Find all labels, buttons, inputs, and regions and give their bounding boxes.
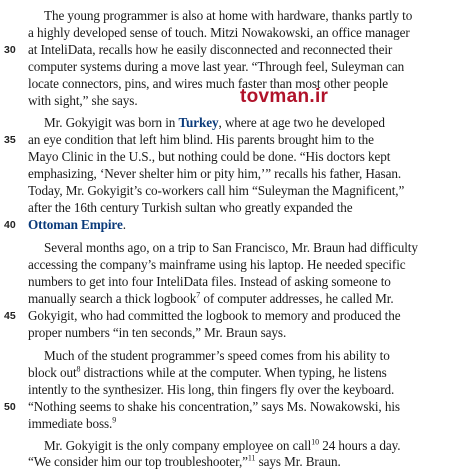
highlight-ottoman-empire: Ottoman Empire: [28, 217, 123, 232]
text-segment: distractions while at the computer. When typing, he listens: [80, 365, 387, 380]
paragraph-1-line-6: with sight,” she says.: [28, 93, 138, 108]
text-segment: says Mr. Braun.: [255, 454, 341, 469]
watermark-text: tovman.ir: [240, 86, 329, 107]
text-segment: immediate boss.: [28, 416, 113, 431]
line-number-30: 30: [4, 44, 16, 56]
text-segment: “We consider him our top troubleshooter,”: [28, 454, 248, 469]
paragraph-2-line-4: emphasizing, ‘Never shelter him or pity him,’” recalls his father, Hasan.: [28, 166, 402, 181]
text-segment: Mr. Gokyigit is the only company employee on call: [44, 438, 312, 453]
paragraph-4-line-2: [28, 365, 444, 381]
text-segment: block out: [28, 365, 77, 380]
footnote-marker-7: 7: [196, 290, 201, 300]
paragraph-2-line-1: [44, 115, 444, 131]
paragraph-3-line-1: Several months ago, on a trip to San Francisco, Mr. Braun had difficulty: [44, 240, 418, 255]
text-segment: 24 hours a day.: [319, 438, 401, 453]
paragraph-3-line-6: proper numbers “in ten seconds,” Mr. Braun says.: [28, 325, 287, 340]
footnote-marker-11: 11: [247, 453, 256, 463]
text-segment: of computer addresses, he called Mr.: [200, 291, 394, 306]
paragraph-4-line-3: intently to the synthesizer. His long, thin fingers fly over the keyboard.: [28, 382, 395, 397]
paragraph-1-line-1: The young programmer is also at home with hardware, thanks partly to: [44, 8, 413, 23]
footnote-marker-8: 8: [76, 364, 81, 374]
text-segment: .: [122, 217, 126, 232]
footnote-marker-10: 10: [311, 437, 320, 447]
footnote-marker-9: 9: [112, 415, 117, 425]
paragraph-3-line-2: accessing the company’s mainframe using his laptop. He needed specific: [28, 257, 406, 272]
text-segment: manually search a thick logbook: [28, 291, 197, 306]
paragraph-1-line-3: at InteliData, recalls how he easily disconnected and reconnected their: [28, 42, 393, 57]
paragraph-2-line-7: [28, 217, 444, 233]
paragraph-2-line-5: Today, Mr. Gokyigit’s co-workers call him “Suleyman the Magnificent,”: [28, 183, 405, 198]
paragraph-1-line-2: a highly developed sense of touch. Mitzi Nowakowski, an office manager: [28, 25, 410, 40]
highlight-turkey: Turkey: [178, 115, 219, 130]
paragraph-3-line-5: Gokyigit, who had committed the logbook to memory and produced the: [28, 308, 401, 323]
line-number-45: 45: [4, 310, 16, 322]
paragraph-2-line-3: Mayo Clinic in the U.S., but nothing could be done. “His doctors kept: [28, 149, 391, 164]
paragraph-2-line-2: an eye condition that left him blind. His parents brought him to the: [28, 132, 374, 147]
text-segment: Mr. Gokyigit was born in: [44, 115, 179, 130]
paragraph-3-line-4: [28, 291, 444, 307]
paragraph-5-line-1: [44, 438, 444, 454]
text-segment: , where at age two he developed: [218, 115, 385, 130]
paragraph-4-line-5: [28, 416, 444, 432]
paragraph-1-line-4: computer systems during a move last year. “Through feel, Suleyman can: [28, 59, 405, 74]
line-number-40: 40: [4, 219, 16, 231]
paragraph-3-line-3: numbers to get into four InteliData files. Instead of asking someone to: [28, 274, 391, 289]
paragraph-5-line-2: [28, 454, 444, 470]
paragraph-4-line-4: “Nothing seems to shake his concentration,” says Ms. Nowakowski, his: [28, 399, 400, 414]
paragraph-1-line-5: locate connectors, pins, and wires much faster than most other people: [28, 76, 389, 91]
paragraph-2-line-6: after the 16th century Turkish sultan who greatly expanded the: [28, 200, 353, 215]
line-number-50: 50: [4, 401, 16, 413]
paragraph-4-line-1: Much of the student programmer’s speed comes from his ability to: [44, 348, 390, 363]
line-number-35: 35: [4, 134, 16, 146]
